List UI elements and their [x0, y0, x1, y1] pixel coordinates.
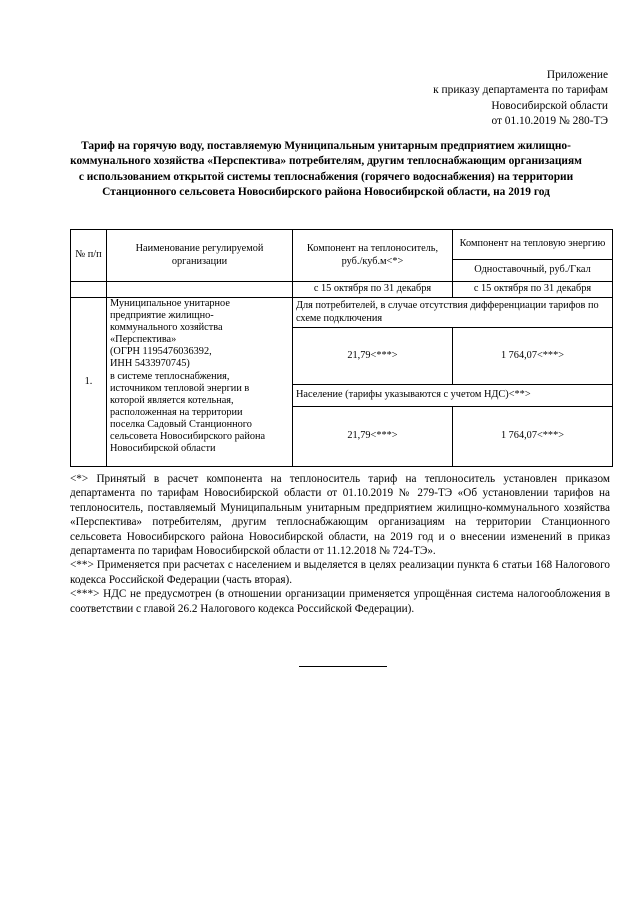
appendix-line: от 01.10.2019 № 280-ТЭ [491, 115, 608, 128]
header-organization: Наименование регулируемой организации [107, 230, 293, 282]
footnote: <**> Применяется при расчетах с населением и выделяется в целях реализации пункта 6 статьи 168 Налогового кодекса Российской Федерации (часть вторая). [70, 559, 610, 586]
org-line: ИНН 5433970745) [110, 358, 190, 370]
energy-value: 1 764,07<***> [453, 328, 613, 385]
org-line: источником тепловой энергии в [110, 382, 250, 394]
period-carrier: с 15 октября по 31 декабря [293, 282, 453, 298]
footnote: <***> НДС не предусмотрен (в отношении организации применяется упрощённая система налогообложения в соответствии с главой 26.2 Налогового кодекса Российской Федерации). [70, 588, 610, 615]
group-consumers: Для потребителей, в случае отсутствия дифференциации тарифов по схеме подключения [293, 298, 613, 328]
header-carrier-component: Компонент на теплоноситель, руб./куб.м<*> [293, 230, 453, 282]
header-energy-component: Компонент на тепловую энергию [453, 230, 613, 260]
appendix-header [433, 68, 608, 130]
org-line: в системе теплоснабжения, [110, 370, 230, 382]
document-title: Тариф на горячую воду, поставляемую Муниципальным унитарным предприятием жилищно-коммунального хозяйства «Перспектива» потребителям, другим теплоснабжающим организациям с использованием открытой системы теплоснабжения (горячего водоснабжения) на территории Станционного сельсовета Новосибирского района Новосибирской области, на 2019 год [70, 140, 582, 199]
org-line: Новосибирской области [110, 443, 216, 455]
period-energy: с 15 октября по 31 декабря [453, 282, 613, 298]
footnotes [70, 472, 610, 616]
org-line: Муниципальное унитарное [110, 298, 230, 309]
org-line: поселка Садовый Станционного [110, 418, 252, 430]
appendix-line: к приказу департамента по тарифам [433, 84, 608, 97]
row-number: 1. [71, 298, 107, 467]
empty-cell [107, 282, 293, 298]
carrier-value: 21,79<***> [293, 407, 453, 467]
group-population: Население (тарифы указываются с учетом НДС)<**> [293, 385, 613, 407]
footnote: <*> Принятый в расчет компонента на теплоноситель тариф на теплоноситель установлен приказом департамента по тарифам Новосибирской области от 01.10.2019 № 279-ТЭ «Об установлении тарифов на теплоноситель, поставляемый Муниципальным унитарным предприятием жилищно-коммунального хозяйства «Перспектива» потребителям, другим теплоснабжающим организациям на территории Станционного сельсовета Новосибирского района Новосибирской области, на 2019 год и о внесении изменений в приказ департамента по тарифам Новосибирской области от 11.12.2018 № 724-ТЭ». [70, 473, 610, 558]
tariff-table [70, 229, 613, 467]
header-energy-single-rate: Одноставочный, руб./Гкал [453, 260, 613, 282]
empty-cell [71, 282, 107, 298]
header-number: № п/п [71, 230, 107, 282]
closing-rule [299, 666, 387, 667]
org-line: «Перспектива» [110, 334, 177, 346]
org-line: которой является котельная, [110, 394, 234, 406]
appendix-line: Новосибирской области [491, 99, 608, 112]
org-line: коммунального хозяйства [110, 322, 223, 334]
org-line: предприятие жилищно- [110, 310, 214, 322]
org-line: расположенная на территории [110, 406, 243, 418]
organization-description [107, 298, 293, 467]
carrier-value: 21,79<***> [293, 328, 453, 385]
org-line: (ОГРН 1195476036392, [110, 346, 212, 358]
energy-value: 1 764,07<***> [453, 407, 613, 467]
appendix-line: Приложение [546, 69, 608, 81]
org-line: сельсовета Новосибирского района [110, 431, 266, 443]
